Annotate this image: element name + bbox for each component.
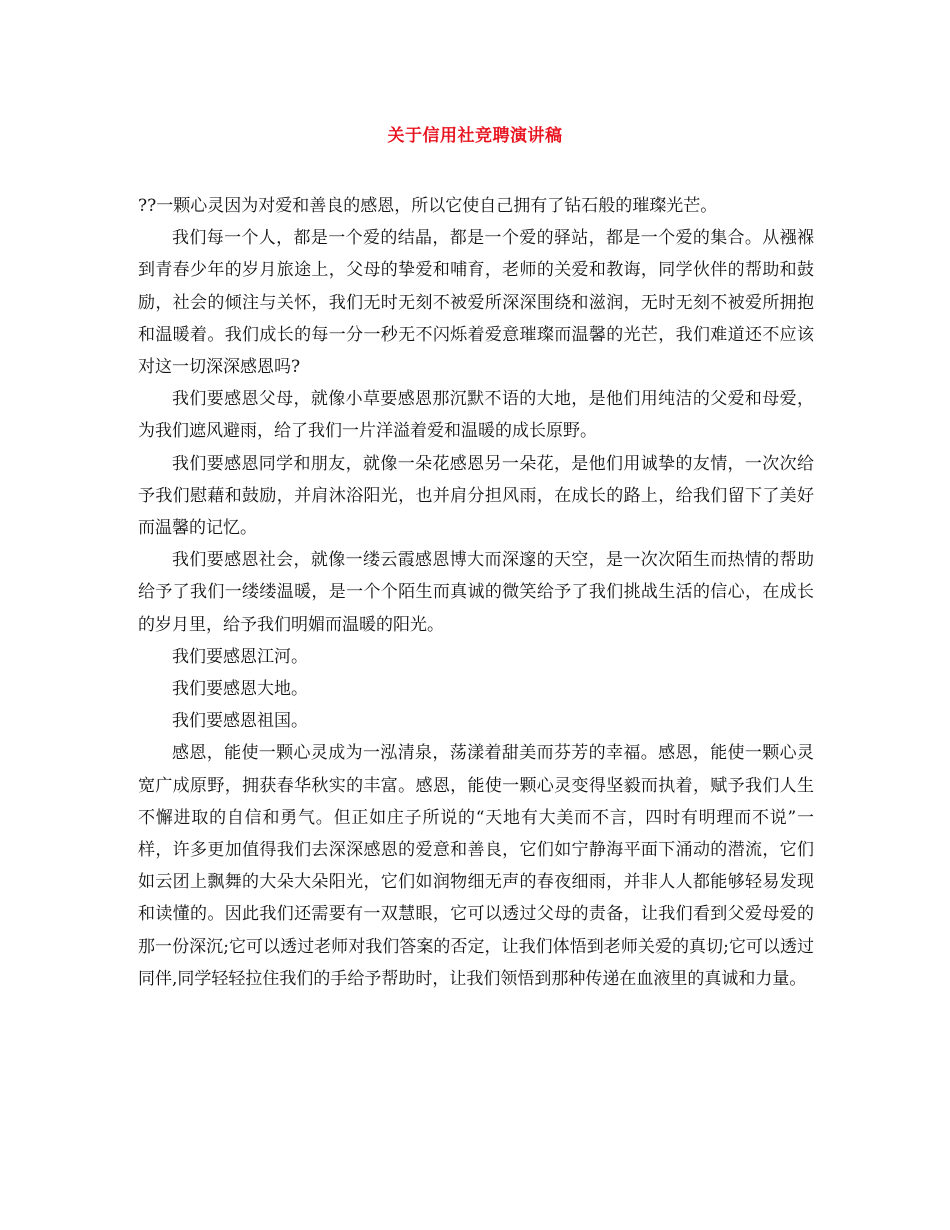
paragraph-love-collection: 我们每一个人，都是一个爱的结晶，都是一个爱的驿站，都是一个爱的集合。从襁褓到青春少年的岁月旅途上，父母的挚爱和哺育，老师的关爱和教诲，同学伙伴的帮助和鼓励，社会的倾注与关怀，我们无时无刻不被爱所深深围绕和滋润，无时无刻不被爱所拥抱和温暖着。我们成长的每一分一秒无不闪烁着爱意璀璨而温馨的光芒，我们难道还不应该对这一切深深感恩吗? [138, 228, 814, 378]
paragraph-thank-friends: 我们要感恩同学和朋友，就像一朵花感恩另一朵花，是他们用诚挚的友情，一次次给予我们慰藉和鼓励，并肩沐浴阳光，也并肩分担风雨，在成长的路上，给我们留下了美好而温馨的记忆。 [138, 453, 814, 539]
document-title: 关于信用社竞聘演讲稿 [387, 126, 563, 146]
document-body [138, 190, 814, 995]
paragraph-intro: ??一颗心灵因为对爱和善良的感恩，所以它使自己拥有了钻石般的璀璨光芒。 [138, 196, 718, 216]
paragraph-thank-society: 我们要感恩社会，就像一缕云霞感恩博大而深邃的天空，是一次次陌生而热情的帮助给予了我们一缕缕温暖，是一个个陌生而真诚的微笑给予了我们挑战生活的信心，在成长的岁月里，给予我们明媚而温暖的阳光。 [138, 550, 814, 635]
paragraph-gratitude-power: 感恩，能使一颗心灵成为一泓清泉，荡漾着甜美而芬芳的幸福。感恩，能使一颗心灵宽广成原野，拥获春华秋实的丰富。感恩，能使一颗心灵变得坚毅而执着，赋予我们人生不懈进取的自信和勇气。但正如庄子所说的“天地有大美而不言，四时有明理而不说”一样，许多更加值得我们去深深感恩的爱意和善良，它们如宁静海平面下涌动的潜流，它们如云团上飘舞的大朵大朵阳光，它们如润物细无声的春夜细雨，并非人人都能够轻易发现和读懂的。因此我们还需要有一双慧眼，它可以透过父母的责备，让我们看到父爱母爱的那一份深沉;它可以透过老师对我们答案的否定，让我们体悟到老师关爱的真切;它可以透过同伴,同学轻轻拉住我们的手给予帮助时，让我们领悟到那种传递在血液里的真诚和力量。 [138, 743, 814, 989]
paragraph-thank-earth: 我们要感恩大地。 [172, 679, 308, 700]
paragraph-thank-parents: 我们要感恩父母，就像小草要感恩那沉默不语的大地，是他们用纯洁的父爱和母爱，为我们遮风避雨，给了我们一片洋溢着爱和温暖的成长原野。 [138, 389, 814, 442]
paragraph-thank-country: 我们要感恩祖国。 [172, 711, 308, 732]
paragraph-thank-rivers: 我们要感恩江河。 [172, 646, 308, 667]
